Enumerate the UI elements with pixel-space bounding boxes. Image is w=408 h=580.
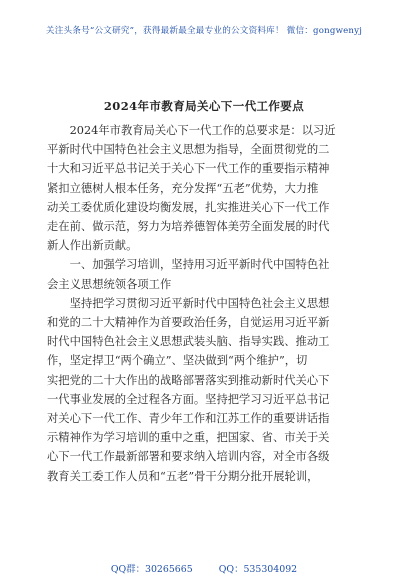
section-heading-1	[47, 255, 371, 293]
text-line: 对关心下一代工作、青少年工作和江苏工作的重要讲话指	[47, 412, 330, 426]
text-line: 新人作出新贡献。	[47, 239, 138, 253]
paragraph-study	[47, 294, 371, 486]
text-line: 十大和习近平总书记关于关心下一代工作的重要指示精神	[47, 162, 330, 176]
text-line: 一代事业发展的全过程各方面。坚持把学习习近平总书记	[47, 392, 330, 406]
text-line: 2024年市教育局关心下一代工作的总要求是：以习近	[47, 124, 336, 137]
text-line: 时代中国特色社会主义思想武装头脑、指导实践、推动工	[47, 335, 330, 349]
text-line: 教育关工委工作人员和“五老”骨干分期分批开展轮训，	[47, 469, 319, 483]
text-line: 实把党的二十大作出的战略部署落实到推动新时代关心下	[47, 373, 330, 387]
text-line: 心下一代工作最新部署和要求纳入培训内容，对全市各级	[47, 450, 330, 464]
text-line: 紧扣立德树人根本任务，充分发挥“五老”优势，大力推	[47, 181, 319, 195]
text-line: 坚持把学习贯彻习近平新时代中国特色社会主义思想	[47, 296, 330, 310]
text-line: 一、加强学习培训，坚持用习近平新时代中国特色社	[47, 258, 330, 272]
contact-footer	[0, 561, 408, 575]
text-line: 和党的二十大精神作为首要政治任务，自觉运用习近平新	[47, 316, 330, 330]
qq-group-text: QQ群：30265665	[110, 564, 193, 575]
text-line: 走在前、做示范，努力为培养德智体美劳全面发展的时代	[47, 220, 330, 234]
paragraph-intro	[47, 121, 371, 255]
text-line: 示精神作为学习培训的重中之重，把国家、省、市关于关	[47, 431, 330, 445]
text-line: 平新时代中国特色社会主义思想为指导，全面贯彻党的二	[47, 143, 330, 157]
text-line: 会主义思想统领各项工作	[47, 277, 172, 291]
promo-header: 关注头条号“公文研究”，获得最新最全最专业的公文资料库！ 微信：gongwenyj	[45, 26, 363, 36]
document-title: 2024年市教育局关心下一代工作要点	[103, 99, 305, 113]
text-line: 作，坚定捍卫“两个确立”、坚决做到“两个维护”，切	[47, 354, 308, 368]
document-body	[47, 118, 371, 486]
qq-contact-text: QQ：535304092	[218, 564, 298, 575]
text-line: 动关工委优质化建设均衡发展，扎实推进关心下一代工作	[47, 200, 330, 214]
